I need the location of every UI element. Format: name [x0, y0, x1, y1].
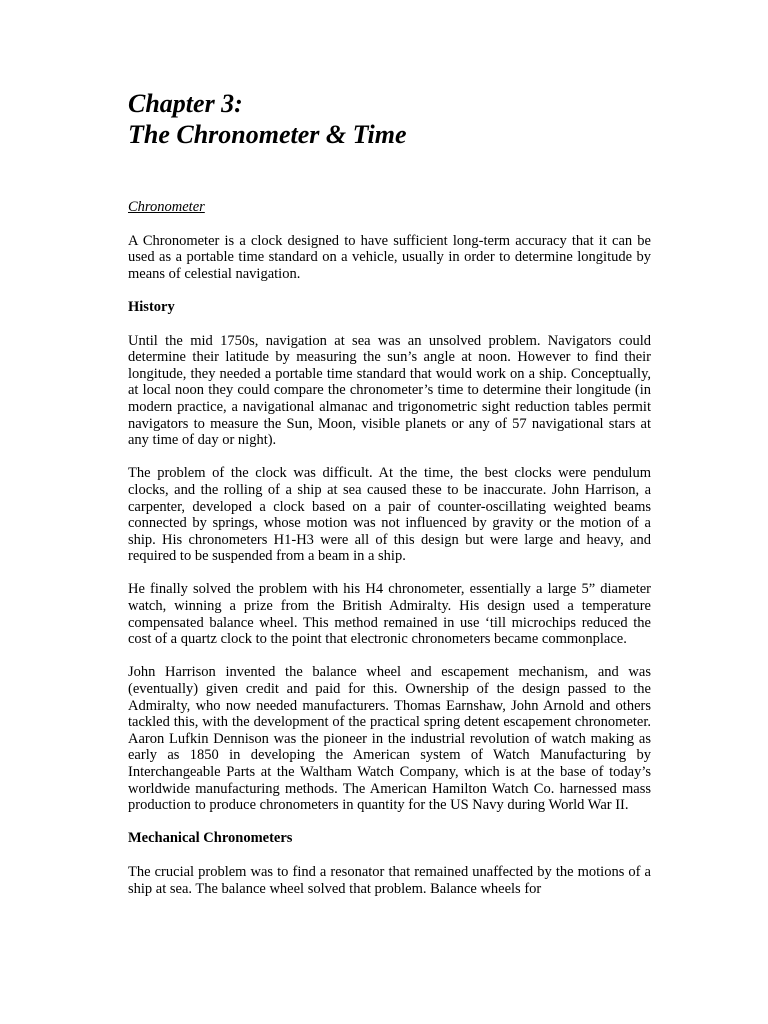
mechanical-heading: Mechanical Chronometers	[128, 830, 293, 847]
history-paragraph-3: He finally solved the problem with his H4 chronometer, essentially a large 5” diameter watch, winning a prize from the British Admiralty. His design used a temperature compensated balance wheel. This method remained in use ‘till microchips reduced the cost of a quartz clock to the point that electronic chronometers became commonplace.	[128, 581, 651, 648]
page-content	[128, 88, 651, 897]
history-paragraph-2: The problem of the clock was difficult. At the time, the best clocks were pendulum clocks, and the rolling of a ship at sea caused these to be inaccurate. John Harrison, a carpenter, developed a clock based on a pair of counter-oscillating weighted beams connected by springs, whose motion was not influenced by gravity or the motion of a ship. His chronometers H1-H3 were all of this design but were large and heavy, and required to be suspended from a beam in a ship.	[128, 465, 651, 565]
chapter-name: The Chronometer & Time	[128, 120, 407, 149]
intro-paragraph: A Chronometer is a clock designed to have sufficient long-term accuracy that it can be used as a portable time standard on a vehicle, usually in order to determine longitude by means of celestial navigation.	[128, 232, 651, 282]
history-paragraph-4: John Harrison invented the balance wheel and escapement mechanism, and was (eventually) given credit and paid for this. Ownership of the design passed to the Admiralty, who now needed manufacturers. Thomas Earnshaw, John Arnold and others tackled this, with the development of the practical spring detent escapement chronometer. Aaron Lufkin Dennison was the pioneer in the industrial revolution of watch making as early as 1850 in developing the American system of Watch Manufacturing by Interchangeable Parts at the Waltham Watch Company, which is at the base of today’s worldwide manufacturing methods. The American Hamilton Watch Co. harnessed mass production to produce chronometers in quantity for the US Navy during World War II.	[128, 664, 651, 814]
history-heading: History	[128, 298, 175, 315]
mechanical-paragraph-1: The crucial problem was to find a resonator that remained unaffected by the motions of a ship at sea. The balance wheel solved that problem. Balance wheels for	[128, 863, 651, 897]
section-label-chronometer: Chronometer	[128, 199, 205, 215]
chapter-title	[128, 88, 651, 150]
history-paragraph-1: Until the mid 1750s, navigation at sea was an unsolved problem. Navigators could determine their latitude by measuring the sun’s angle at noon. However to find their longitude, they needed a portable time standard that would work on a ship. Conceptually, at local noon they could compare the chronometer’s time to determine their longitude (in modern practice, a navigational almanac and trigonometric sight reduction tables permit navigators to measure the Sun, Moon, visible planets or any of 57 navigational stars at any time of day or night).	[128, 332, 651, 449]
chapter-number: Chapter 3:	[128, 89, 243, 118]
